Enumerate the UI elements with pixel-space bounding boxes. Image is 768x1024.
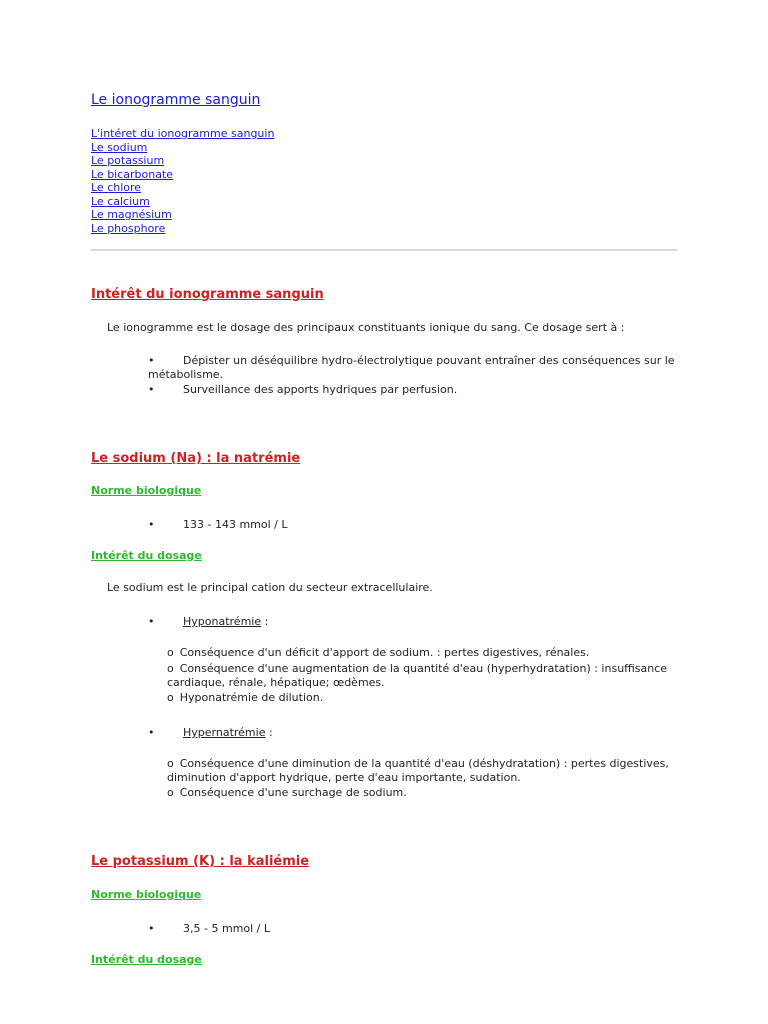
sub-list-item-text: Conséquence d'une diminution de la quantité d'eau (déshydratation) : pertes digestives, diminution d'apport hydrique, perte d'eau importante, sudation. xyxy=(167,757,669,784)
subheading-dosage-potassium: Intérêt du dosage xyxy=(91,953,202,966)
circle-bullet-icon: o xyxy=(167,757,174,770)
section-heading-interet: Intérêt du ionogramme sanguin xyxy=(91,287,324,302)
circle-bullet-icon: o xyxy=(167,691,174,704)
norme-value: 3,5 - 5 mmol / L xyxy=(183,922,270,935)
toc-link-interet[interactable]: L'intéret du ionogramme sanguin xyxy=(91,127,275,140)
sub-list-item-text: Conséquence d'un déficit d'apport de sodium. : pertes digestives, rénales. xyxy=(179,646,590,659)
toc-item xyxy=(91,181,274,195)
toc-item xyxy=(91,195,274,209)
sub-list-item xyxy=(167,662,678,690)
table-of-contents xyxy=(91,127,274,235)
section-intro-sodium: Le sodium est le principal cation du secteur extracellulaire. xyxy=(107,581,433,594)
list-item xyxy=(148,354,678,382)
toc-item xyxy=(91,222,274,236)
toc-link-magnesium[interactable]: Le magnésium xyxy=(91,208,172,221)
sub-list-item xyxy=(167,691,678,705)
bullet-icon: • xyxy=(148,383,155,396)
list-item-text: Surveillance des apports hydriques par perfusion. xyxy=(183,383,458,396)
list-item xyxy=(148,383,678,397)
toc-link-sodium[interactable]: Le sodium xyxy=(91,140,148,154)
horizontal-divider xyxy=(91,249,677,251)
list-item-label: Hypernatrémie : xyxy=(183,726,273,739)
sub-list-item-text: Conséquence d'une augmentation de la quantité d'eau (hyperhydratation) : insuffisance cardiaque, rénale, hépatique; œdèmes. xyxy=(167,662,668,689)
toc-item xyxy=(91,168,274,182)
toc-link-chlore[interactable]: Le chlore xyxy=(91,181,142,194)
list-item-label: Hyponatrémie : xyxy=(183,615,269,628)
list-item xyxy=(148,518,678,532)
norme-value: 133 - 143 mmol / L xyxy=(183,518,288,531)
circle-bullet-icon: o xyxy=(167,646,174,659)
section-intro-interet: Le ionogramme est le dosage des principaux constituants ionique du sang. Ce dosage sert à : xyxy=(107,321,625,334)
list-item xyxy=(148,615,678,629)
sub-list-item-text: Conséquence d'une surchage de sodium. xyxy=(179,786,407,799)
bullet-icon: • xyxy=(148,615,155,628)
list-item xyxy=(148,922,678,936)
toc-link-potassium[interactable]: Le potassium xyxy=(91,154,165,167)
subheading-dosage-sodium: Intérêt du dosage xyxy=(91,549,202,562)
sub-list-item xyxy=(167,786,678,800)
toc-item xyxy=(91,208,274,222)
circle-bullet-icon: o xyxy=(167,662,174,675)
subheading-norme-potassium: Norme biologique xyxy=(91,888,202,901)
toc-item xyxy=(91,141,274,155)
section-heading-sodium: Le sodium (Na) : la natrémie xyxy=(91,451,301,466)
bullet-icon: • xyxy=(148,922,155,935)
bullet-icon: • xyxy=(148,726,155,739)
list-item-text: Dépister un déséquilibre hydro-électrolytique pouvant entraîner des conséquences sur le métabolisme. xyxy=(148,354,675,381)
section-heading-potassium: Le potassium (K) : la kaliémie xyxy=(91,854,310,869)
toc-link-calcium[interactable]: Le calcium xyxy=(91,194,150,208)
page-title[interactable]: Le ionogramme sanguin xyxy=(91,92,261,108)
toc-link-phosphore[interactable]: Le phosphore xyxy=(91,221,166,235)
subheading-norme-sodium: Norme biologique xyxy=(91,484,202,497)
toc-item xyxy=(91,154,274,168)
toc-item xyxy=(91,127,274,141)
bullet-icon: • xyxy=(148,518,155,531)
bullet-icon: • xyxy=(148,354,155,367)
sub-list-item xyxy=(167,757,678,785)
sub-list-item-text: Hyponatrémie de dilution. xyxy=(179,691,324,704)
sub-list-item xyxy=(167,646,678,660)
toc-link-bicarbonate[interactable]: Le bicarbonate xyxy=(91,167,174,181)
circle-bullet-icon: o xyxy=(167,786,174,799)
list-item xyxy=(148,726,678,740)
